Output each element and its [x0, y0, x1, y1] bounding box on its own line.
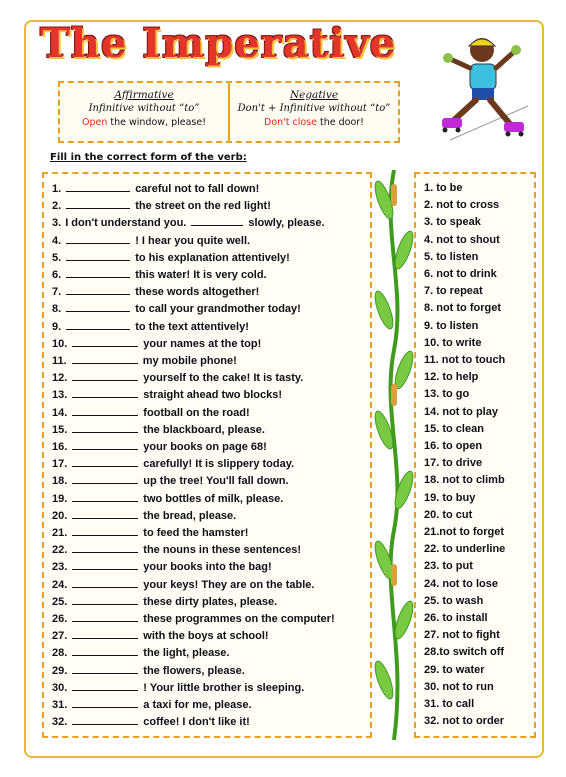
verb-hint: 19. to buy [424, 491, 476, 504]
sentence-number: 27. [52, 630, 68, 643]
sentence-row [52, 197, 271, 214]
sentence-row [52, 232, 250, 249]
sentence-row [52, 627, 269, 644]
verb-hint: 11. not to touch [424, 354, 506, 366]
verb-hint: 28.to switch off [424, 646, 505, 659]
answer-blank[interactable] [72, 404, 138, 416]
sentence-text: ! Your little brother is sleeping. [143, 681, 305, 694]
sentence-number: 4. [52, 234, 62, 247]
verb-hint: 13. to go [424, 388, 470, 401]
verb-hint: 6. not to drink [424, 268, 497, 280]
verb-hint: 25. to wash [424, 594, 484, 607]
verb-hint: 14. not to play [424, 405, 498, 418]
sentence-text: the bread, please. [143, 509, 237, 522]
sentence-text: carefully! It is slippery today. [143, 458, 295, 471]
sentence-text: to feed the hamster! [143, 527, 249, 539]
sentence-row [52, 404, 250, 421]
sentence-number: 15. [52, 423, 68, 436]
verb-hint: 24. not to lose [424, 577, 498, 590]
sentence-number: 7. [52, 286, 62, 299]
sentence-number: 14. [52, 406, 68, 419]
sentence-row [52, 455, 294, 472]
sentence-row [52, 576, 314, 593]
verb-hint: 17. to drive [424, 457, 483, 470]
instruction: Fill in the correct form of the verb: [50, 152, 247, 163]
sentence-number: 1. [52, 183, 62, 195]
answer-blank[interactable] [72, 386, 138, 398]
sentence-number: 16. [52, 441, 68, 453]
sentence-text: coffee! I don't like it! [143, 716, 250, 729]
sentence-row [52, 249, 290, 266]
sentence-number: 24. [52, 578, 68, 591]
sentence-text: your books into the bag! [143, 561, 272, 574]
sentence-text: yourself to the cake! It is tasty. [143, 372, 304, 385]
sentence-number: 5. [52, 251, 62, 264]
answer-blank[interactable] [72, 541, 138, 553]
sentence-row [52, 352, 237, 369]
sentence-row [52, 335, 261, 352]
sentence-text: these dirty plates, please. [143, 595, 278, 608]
sentence-number: 12. [52, 372, 68, 385]
sentence-row [52, 180, 259, 197]
sentence-text: the street on the red light! [135, 200, 271, 213]
answer-blank[interactable] [191, 214, 243, 226]
affirmative-rule-text: Infinitive without “to” [88, 103, 200, 114]
answer-blank[interactable] [72, 662, 138, 674]
verb-hint: 29. to water [424, 663, 485, 676]
sentence-row [52, 318, 249, 335]
sentence-number: 28. [52, 647, 68, 660]
affirmative-example [60, 116, 228, 130]
sentence-row [52, 541, 301, 558]
verb-hint: 20. to cut [424, 508, 473, 521]
verb-hint: 27. not to fight [424, 629, 500, 642]
sentence-number: 18. [52, 475, 68, 488]
answer-blank[interactable] [72, 713, 138, 725]
answer-blank[interactable] [66, 232, 130, 244]
answer-blank[interactable] [72, 644, 138, 656]
answer-blank[interactable] [72, 438, 138, 450]
verb-hint: 32. not to order [424, 715, 505, 728]
verb-hint: 10. to write [424, 336, 482, 349]
affirmative-example-verb: Open [81, 117, 108, 128]
answer-blank[interactable] [72, 472, 138, 484]
sentence-number: 3. [52, 217, 62, 230]
sentence-text: these words altogether! [135, 286, 260, 299]
verb-hint: 2. not to cross [424, 199, 500, 212]
negative-rule [228, 83, 398, 141]
verb-hint: 3. to speak [424, 216, 481, 229]
sentence-number: 10. [52, 337, 68, 350]
sentence-number: 20. [52, 509, 68, 522]
sentence-text: my mobile phone! [142, 355, 237, 367]
answer-blank[interactable] [66, 318, 130, 330]
sentence-row [52, 214, 325, 231]
verb-hint: 23. to put [424, 560, 473, 573]
answer-blank[interactable] [72, 576, 138, 588]
answer-blank[interactable] [72, 696, 138, 708]
verbs-box [414, 172, 536, 738]
sentence-text: the blackboard, please. [143, 423, 265, 436]
negative-example-verb: Don't close [264, 117, 317, 128]
affirmative-example-rest: the window, please! [107, 117, 207, 128]
answer-blank[interactable] [72, 627, 138, 639]
verb-hint: 18. not to climb [424, 474, 505, 487]
sentence-text: this water! It is very cold. [135, 269, 267, 281]
sentence-text: straight ahead two blocks! [143, 389, 283, 402]
sentence-number: 23. [52, 561, 68, 574]
sentence-text: slowly, please. [248, 217, 325, 230]
roller-skater-icon [430, 28, 530, 144]
answer-blank[interactable] [66, 266, 130, 278]
sentences-box [42, 172, 372, 738]
answer-blank[interactable] [66, 283, 130, 295]
page-title: The Imperative [40, 20, 397, 67]
sentence-text: with the boys at school! [143, 630, 269, 643]
sentence-number: 17. [52, 458, 68, 471]
verb-hint: 4. not to shout [424, 233, 500, 246]
answer-blank[interactable] [72, 679, 138, 691]
negative-example [230, 116, 398, 130]
sentence-text: the light, please. [143, 647, 230, 660]
sentence-number: 26. [52, 613, 68, 625]
sentence-prefix: I don't understand you. [65, 217, 187, 230]
sentence-text: your keys! They are on the table. [143, 578, 315, 591]
sentence-text: the nouns in these sentences! [143, 544, 301, 557]
sentence-row [52, 438, 267, 455]
sentence-text: to the text attentively! [135, 320, 249, 333]
sentence-text: to his explanation attentively! [135, 251, 290, 264]
sentence-row [52, 266, 267, 283]
verb-hint: 16. to open [424, 440, 483, 452]
sentence-text: these programmes on the computer! [143, 613, 335, 625]
answer-blank[interactable] [66, 180, 130, 192]
verb-hint: 30. not to run [424, 680, 494, 693]
sentence-number: 22. [52, 544, 68, 557]
verb-hint: 5. to listen [424, 250, 479, 263]
sentence-text: football on the road! [143, 406, 250, 419]
sentence-number: 11. [52, 355, 67, 367]
answer-blank[interactable] [72, 335, 138, 347]
sentence-row [52, 524, 248, 541]
sentence-number: 21. [52, 527, 68, 539]
sentence-number: 29. [52, 664, 68, 677]
negative-example-rest: the door! [316, 117, 364, 128]
sentence-row [52, 662, 245, 679]
verb-hint: 26. to install [424, 612, 488, 624]
sentence-row [52, 386, 282, 403]
answer-blank[interactable] [72, 524, 138, 536]
sentence-number: 31. [52, 699, 68, 711]
verb-hint: 22. to underline [424, 543, 506, 556]
sentence-row [52, 610, 335, 627]
verb-hint: 12. to help [424, 371, 479, 384]
sentence-row [52, 593, 277, 610]
sentence-row [52, 300, 301, 317]
answer-blank[interactable] [72, 558, 138, 570]
answer-blank[interactable] [66, 300, 130, 312]
sentence-number: 32. [52, 716, 68, 729]
sentence-row [52, 507, 236, 524]
answer-blank[interactable] [72, 352, 138, 364]
sentence-row [52, 490, 283, 507]
sentence-row [52, 644, 229, 661]
sentence-number: 6. [52, 269, 62, 281]
answer-blank[interactable] [72, 421, 138, 433]
sentence-number: 8. [52, 303, 62, 316]
sentence-text: to call your grandmother today! [135, 303, 301, 316]
verb-hint: 21.not to forget [424, 526, 505, 538]
answer-blank[interactable] [72, 490, 138, 502]
sentence-text: a taxi for me, please. [143, 699, 252, 711]
answer-blank[interactable] [72, 610, 138, 622]
sentence-text: the flowers, please. [143, 664, 245, 677]
answer-blank[interactable] [72, 507, 138, 519]
verb-hint: 7. to repeat [424, 285, 483, 298]
answer-blank[interactable] [72, 593, 138, 605]
verb-hint: 9. to listen [424, 319, 479, 332]
sentence-row [52, 558, 272, 575]
sentence-text: two bottles of milk, please. [143, 492, 284, 505]
sentence-number: 30. [52, 681, 68, 694]
verb-hint: 1. to be [424, 182, 463, 194]
sentence-number: 19. [52, 492, 68, 505]
sentence-text: your names at the top! [143, 337, 262, 350]
negative-rule-text: Don't + Infinitive without “to” [237, 103, 391, 114]
sentence-row [52, 679, 304, 696]
affirmative-rule [60, 83, 228, 141]
sentence-number: 25. [52, 595, 68, 608]
answer-blank[interactable] [66, 249, 130, 261]
sentence-number: 2. [52, 200, 62, 213]
verb-hint: 15. to clean [424, 422, 484, 435]
sentence-text: your books on page 68! [143, 441, 267, 453]
negative-heading: Negative [289, 89, 339, 101]
verb-hint: 31. to call [424, 698, 475, 710]
sentence-text: careful not to fall down! [135, 183, 260, 195]
sentence-row [52, 369, 303, 386]
answer-blank[interactable] [72, 369, 138, 381]
sentence-row [52, 472, 289, 489]
answer-blank[interactable] [72, 455, 138, 467]
sentence-row [52, 713, 250, 730]
sentence-row [52, 421, 265, 438]
answer-blank[interactable] [66, 197, 130, 209]
affirmative-heading: Affirmative [114, 89, 174, 101]
verb-hint: 8. not to forget [424, 302, 501, 315]
sentence-row [52, 283, 259, 300]
sentence-number: 9. [52, 320, 62, 333]
sentence-row [52, 696, 252, 713]
sentence-number: 13. [52, 389, 68, 402]
rule-box [58, 81, 400, 143]
sentence-text: ! I hear you quite well. [135, 234, 251, 247]
plant-stem-icon [372, 170, 416, 740]
sentence-text: up the tree! You'll fall down. [143, 475, 289, 488]
